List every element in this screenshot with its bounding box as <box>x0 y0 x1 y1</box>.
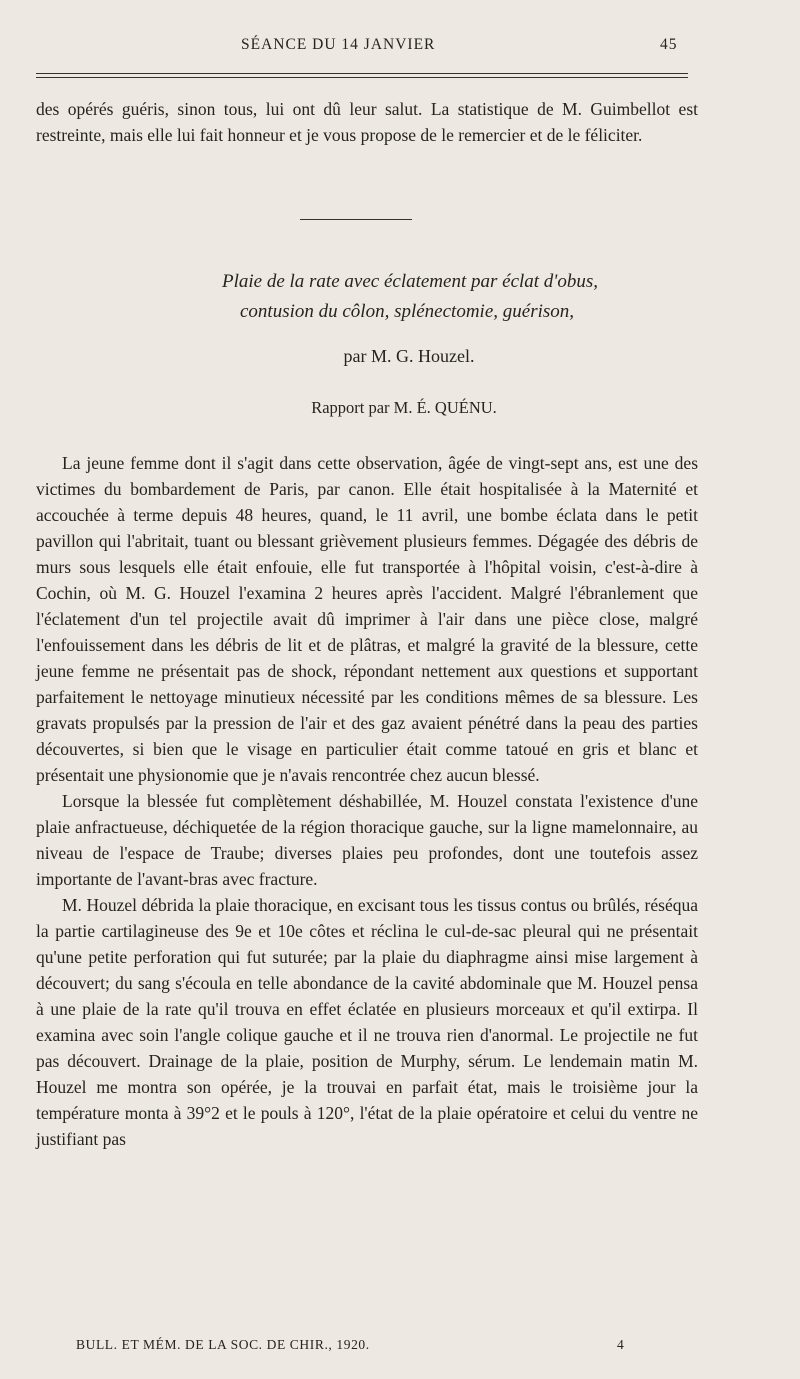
article-author: par M. G. Houzel. <box>343 346 475 366</box>
article-body <box>36 450 698 1152</box>
report-byline: Rapport par M. É. QUÉNU. <box>311 398 497 417</box>
running-head <box>0 36 800 56</box>
body-paragraph-1: La jeune femme dont il s'agit dans cette observation, âgée de vingt-sept ans, est une des victimes du bombardement de Paris, par canon. Elle était hospitalisée à la Maternité et accouchée à terme depuis 48 heures, quand, le 11 avril, une bombe éclata dans le petit pavillon qui l'abritait, tuant ou blessant grièvement plusieurs femmes. Dégagée des débris de murs sous lesquels elle était enfouie, elle fut transportée à l'hôpital voisin, c'est-à-dire à Cochin, où M. G. Houzel l'examina 2 heures après l'accident. Malgré l'ébranlement que l'éclatement d'un tel projectile avait dû imprimer à l'air dans une pièce close, malgré l'enfouissement dans les débris de lit et de plâtras, et malgré la gravité de la blessure, cette jeune femme ne présentait pas de shock, répondant nettement aux questions et supportant parfaitement le nettoyage minutieux nécessité par les conditions mêmes de sa blessure. Les gravats propulsés par la pression de l'air et des gaz avaient pénétré dans la peau des parties découvertes, si bien que le visage en particulier était comme tatoué en gris et blanc et présentait une physionomie que je n'avais rencontrée chez aucun blessé. <box>36 453 698 785</box>
section-separator-rule <box>300 219 412 220</box>
footer-journal-citation: BULL. ET MÉM. DE LA SOC. DE CHIR., 1920. <box>76 1337 370 1352</box>
article-title <box>0 267 800 327</box>
article-title-line-1: Plaie de la rate avec éclatement par éclat d'obus, <box>221 271 599 292</box>
page-footer <box>0 1337 800 1357</box>
page-number: 45 <box>660 36 678 53</box>
opening-paragraph: des opérés guéris, sinon tous, lui ont dû leur salut. La statistique de M. Guimbellot est restreinte, mais elle lui fait honneur et je vous propose de le remercier et de le féliciter. <box>36 99 698 145</box>
body-paragraph-2: Lorsque la blessée fut complètement déshabillée, M. Houzel constata l'existence d'une plaie anfractueuse, déchiquetée de la région thoracique gauche, sur la ligne mamelonnaire, au niveau de l'espace de Traube; diverses plaies peu profondes, dont une toutefois assez importante de l'avant-bras avec fracture. <box>36 791 698 889</box>
running-head-title: SÉANCE DU 14 JANVIER <box>241 36 436 53</box>
header-double-rule <box>36 73 688 78</box>
article-title-line-2: contusion du côlon, splénectomie, guérison, <box>239 301 575 322</box>
footer-signature-mark: 4 <box>617 1337 625 1352</box>
body-paragraph-3: M. Houzel débrida la plaie thoracique, en excisant tous les tissus contus ou brûlés, réséqua la partie cartilagineuse des 9e et 10e côtes et réclina le cul-de-sac pleural qui ne présentait qu'une petite perforation qui fut suturée; par la plaie du diaphragme ainsi mise largement à découvert; du sang s'écoula en telle abondance de la cavité abdominale que M. Houzel pensa à une plaie de la rate qu'il trouva en effet éclatée en plusieurs morceaux et qu'il extirpa. Il examina avec soin l'angle colique gauche et il ne trouva rien d'anormal. Le projectile ne fut pas découvert. Drainage de la plaie, position de Murphy, sérum. Le lendemain matin M. Houzel me montra son opérée, je la trouvai en parfait état, mais le troisième jour la température monta à 39°2 et le pouls à 120°, l'état de la plaie opératoire et celui du ventre ne justifiant pas <box>36 895 698 1149</box>
